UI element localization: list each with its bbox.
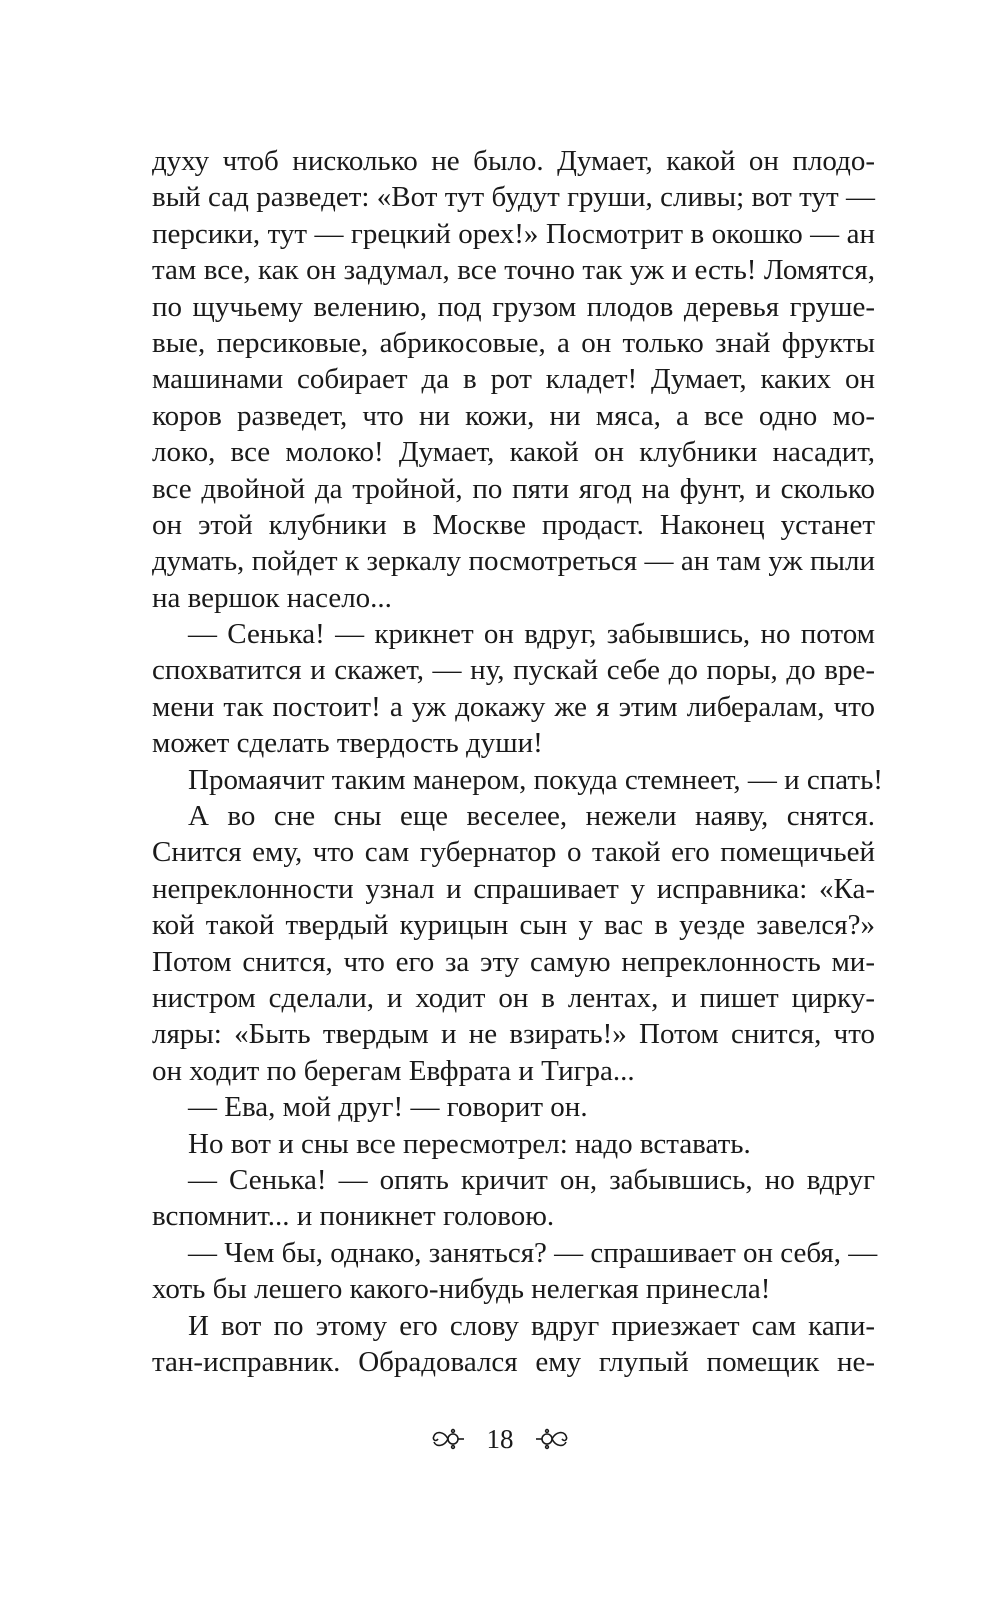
text-line: может сделать твердость души! [152,727,543,760]
text-line: Но вот и сны все пересмотрел: надо вставать. [188,1127,751,1160]
text-line: вый сад разведет: «Вот тут будут груши, сливы; вот тут — [152,181,875,214]
text-line: думать, пойдет к зеркалу посмотреться — ан там уж пыли [152,545,875,578]
text-line: он ходит по берегам Евфрата и Тигра... [152,1054,635,1087]
text-line: духу чтоб нисколько не было. Думает, какой он плодо- [152,145,875,177]
page-number: 18 [486,1423,514,1454]
text-line: вые, персиковые, абрикосовые, а он только знай фрукты [152,326,875,359]
text-line: — Сенька! — крикнет он вдруг, забывшись, но потом [188,618,875,651]
text-line: ляры: «Быть твердым и не взирать!» Потом снится, что [152,1018,875,1051]
text-line: спохватится и скажет, — ну, пускай себе до поры, до вре- [152,654,875,687]
text-line: на вершок насело... [152,581,392,614]
text-line: Потом снится, что его за эту самую непреклонность ми- [152,945,875,978]
text-line: А во сне сны еще веселее, нежели наяву, снятся. [188,800,875,833]
text-line: по щучьему велению, под грузом плодов деревья груше- [152,290,875,323]
left-ornament-icon [426,1427,466,1451]
text-line: нистром сделали, и ходит он в лентах, и пишет цирку- [152,981,875,1014]
text-line: — Сенька! — опять кричит он, забывшись, но вдруг [188,1163,875,1196]
text-line: Снится ему, что сам губернатор о такой его помещичьей [152,836,875,869]
page-footer [0,1418,1000,1457]
text-line: локо, все молоко! Думает, какой он клубники насадит, [152,436,875,469]
text-line: непреклонности узнал и спрашивает у исправника: «Ка- [152,872,875,905]
page-body-text [152,143,883,1380]
text-line: тан-исправник. Обрадовался ему глупый помещик не- [152,1345,875,1378]
text-line: все двойной да тройной, по пяти ягод на фунт, и сколько [152,472,875,505]
text-line: — Ева, мой друг! — говорит он. [188,1091,588,1124]
text-line: машинами собирает да в рот кладет! Думает, каких он [152,363,875,396]
text-line: персики, тут — грецкий орех!» Посмотрит в окошко — ан [152,217,875,250]
text-line: он этой клубники в Москве продаст. Наконец устанет [152,508,875,541]
text-line: мени так постоит! а уж докажу же я этим либералам, что [152,690,875,723]
text-line: там все, как он задумал, все точно так уж и есть! Ломятся, [152,254,875,287]
text-line: кой такой твердый курицын сын у вас в уезде завелся?» [152,909,875,942]
right-ornament-icon [534,1427,574,1451]
text-line: И вот по этому его слову вдруг приезжает сам капи- [188,1309,875,1342]
text-line: вспомнит... и поникнет головою. [152,1200,555,1233]
text-line: Промаячит таким манером, покуда стемнеет, — и спать! [188,763,883,796]
text-line: хоть бы лешего какого-нибудь нелегкая принесла! [152,1273,771,1306]
text-line: — Чем бы, однако, заняться? — спрашивает он себя, — [188,1236,878,1269]
text-line: коров разведет, что ни кожи, ни мяса, а все одно мо- [152,399,875,432]
